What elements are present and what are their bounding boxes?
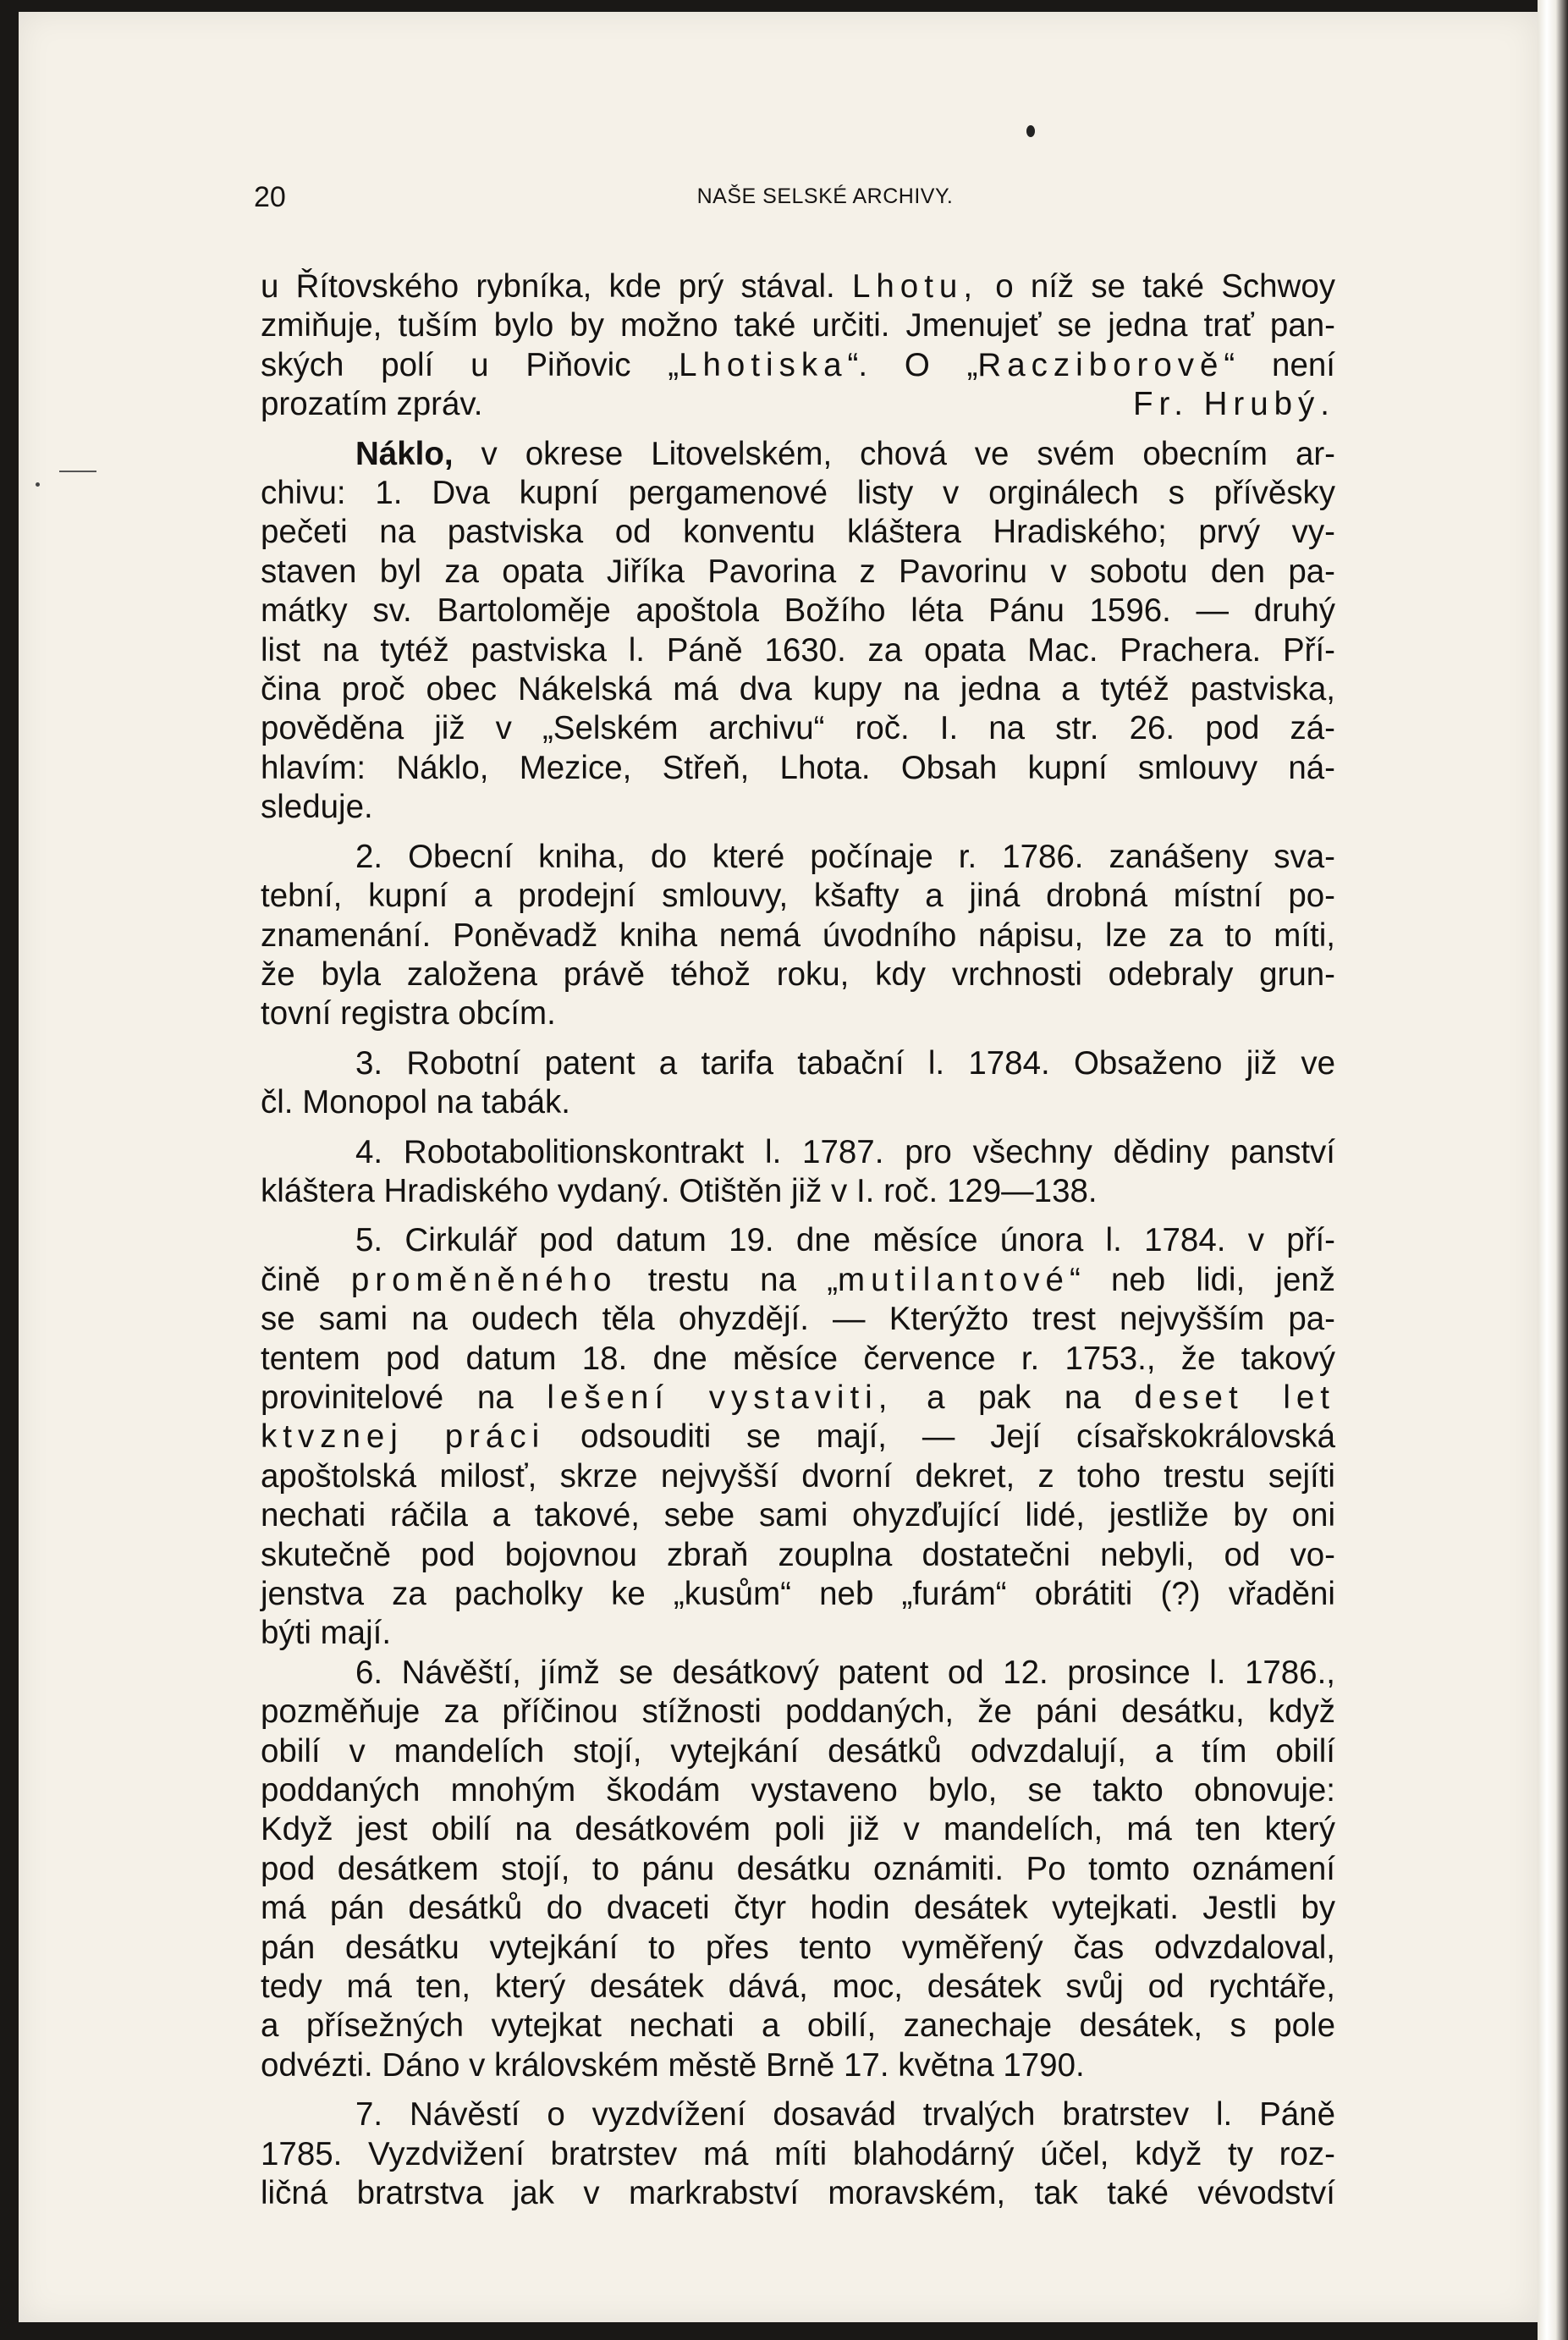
text-line: kláštera Hradiského vydaný. Otištěn již v I. roč. 129—138. bbox=[261, 1172, 1098, 1209]
text-line: mátky sv. Bartoloměje apoštola Božího léta Pánu 1596. — druhý bbox=[261, 592, 1335, 630]
text-line: Když jest obilí na desátkovém poli již v mandelích, má ten který bbox=[261, 1811, 1335, 1848]
text-line: pečeti na pastviska od konventu kláštera Hradiského; prvý vy- bbox=[261, 514, 1335, 551]
text-line: skutečně pod bojovnou zbraň zouplna dostatečni nebyli, od vo- bbox=[261, 1536, 1335, 1573]
text-line: tedy má ten, který desátek dává, moc, desátek svůj od rychtáře, bbox=[261, 1968, 1335, 2006]
text-line: chivu: 1. Dva kupní pergamenové listy v orginálech s přívěsky bbox=[261, 475, 1335, 512]
author-signature: Fr. Hrubý. bbox=[1132, 386, 1335, 423]
text-line: ských polí u Piňovic „Lhotiska“. O „Racziborově“ není bbox=[261, 346, 1335, 383]
text-line: pán desátku vytejkání to přes tento vyměřený čas odvzdaloval, bbox=[261, 1929, 1335, 1966]
text-line: 2. Obecní kniha, do které počínaje r. 1786. zanášeny sva- bbox=[355, 838, 1335, 875]
text-line: odvézti. Dáno v královském městě Brně 17. května 1790. bbox=[261, 2046, 1085, 2084]
text-line: u Řítovského rybníka, kde prý stával. Lhotu, o níž se také Schwoy bbox=[261, 268, 1336, 305]
text-line: hlavím: Náklo, Mezice, Střeň, Lhota. Obsah kupní smlouvy ná- bbox=[261, 749, 1335, 786]
text-line: ličná bratrstva jak v markrabství moravském, tak také vévodství bbox=[261, 2175, 1335, 2212]
margin-speck bbox=[36, 482, 40, 487]
running-title: NAŠE SELSKÉ ARCHIVY. bbox=[696, 184, 954, 208]
text-line: 3. Robotní patent a tarifa tabační l. 1784. Obsaženo již ve bbox=[355, 1044, 1335, 1082]
body-text bbox=[261, 267, 1335, 2214]
margin-mark bbox=[59, 471, 96, 472]
text-line: tební, kupní a prodejní smlouvy, kšafty a jiná drobná místní po- bbox=[261, 878, 1335, 915]
text-line: pověděna již v „Selském archivu“ roč. I. na str. 26. pod zá- bbox=[261, 710, 1335, 747]
text-line: tentem pod datum 18. dne měsíce července r. 1753., že takový bbox=[261, 1340, 1335, 1377]
text-line: má pán desátků do dvaceti čtyr hodin desátek vytejkati. Jestli by bbox=[261, 1890, 1335, 1927]
text-line: nechati ráčila a takové, sebe sami ohyzďující lidé, jestliže by oni bbox=[261, 1497, 1335, 1534]
text-line: poddaných mnohým škodám vystaveno bylo, se takto obnovuje: bbox=[261, 1772, 1335, 1809]
text-line: čině proměněného trestu na „mutilantové“ neb lidi, jenž bbox=[261, 1261, 1336, 1298]
text-line: apoštolská milosť, skrze nejvyšší dvorní dekret, z toho trestu sejíti bbox=[261, 1457, 1335, 1495]
text-line: a přísežných vytejkat nechati a obilí, zanechaje desátek, s pole bbox=[261, 2007, 1335, 2045]
text-line: čina proč obec Nákelská má dva kupy na jedna a tytéž pastviska, bbox=[261, 671, 1335, 708]
text-line: sleduje. bbox=[261, 789, 373, 826]
text-line: prozatím zpráv. Fr. Hrubý. bbox=[261, 385, 1335, 424]
section-heading: Náklo, bbox=[355, 435, 454, 472]
text-line: se sami na oudech těla ohyzdějí. — Kterýžto trest nejvyšším pa- bbox=[261, 1301, 1335, 1338]
text-line: zmiňuje, tuším bylo by možno také určiti. Jmenujeť se jedna trať pan- bbox=[261, 307, 1335, 344]
text-line: 6. Návěští, jímž se desátkový patent od 12. prosince l. 1786., bbox=[355, 1654, 1335, 1691]
text-line: jenstva za pacholky ke „kusům“ neb „furám“ obrátiti (?) vřaděni bbox=[261, 1576, 1335, 1612]
text-line: 5. Cirkulář pod datum 19. dne měsíce února l. 1784. v pří- bbox=[355, 1222, 1335, 1259]
ink-speck bbox=[1026, 125, 1035, 137]
text-line: Náklo, v okrese Litovelském, chová ve svém obecním ar- bbox=[355, 435, 1335, 472]
text-line: 7. Návěstí o vyzdvížení dosavád trvalých bratrstev l. Páně bbox=[355, 2096, 1335, 2134]
text-line: staven byl za opata Jiříka Pavorina z Pavorinu v sobotu den pa- bbox=[261, 553, 1335, 590]
text-line: znamenání. Poněvadž kniha nemá úvodního nápisu, lze za to míti, bbox=[261, 917, 1335, 954]
text-line: obilí v mandelích stojí, vytejkání desátků odvzdalují, a tím obilí bbox=[261, 1732, 1335, 1770]
text-line: pod desátkem stojí, to pánu desátku oznámiti. Po tomto oznámení bbox=[261, 1850, 1335, 1887]
text-line: tovní registra obcím. bbox=[261, 995, 556, 1032]
text-line: pozměňuje za příčinou stížnosti poddaných, že páni desátku, když bbox=[261, 1693, 1335, 1731]
text-line: provinitelové na lešení vystaviti, a pak na deset let bbox=[261, 1379, 1335, 1416]
text-line: že byla založena právě téhož roku, kdy vrchnosti odebraly grun- bbox=[261, 955, 1335, 993]
text-line: 1785. Vyzdvižení bratrstev má míti blahodárný účel, když ty roz- bbox=[261, 2135, 1335, 2172]
text-line: čl. Monopol na tabák. bbox=[261, 1084, 570, 1121]
page-number: 20 bbox=[254, 181, 286, 213]
text-line: ktvznej práci odsouditi se mají, — Její císařskokrálovská bbox=[261, 1418, 1336, 1456]
text-line: býti mají. bbox=[261, 1615, 392, 1652]
text-line: 4. Robotabolitionskontrakt l. 1787. pro všechny dědiny panství bbox=[355, 1133, 1335, 1170]
text-line: list na tytéž pastviska l. Páně 1630. za opata Mac. Prachera. Pří- bbox=[261, 631, 1335, 669]
page-edge-shadow bbox=[1538, 0, 1568, 2340]
page-header bbox=[254, 178, 1337, 220]
